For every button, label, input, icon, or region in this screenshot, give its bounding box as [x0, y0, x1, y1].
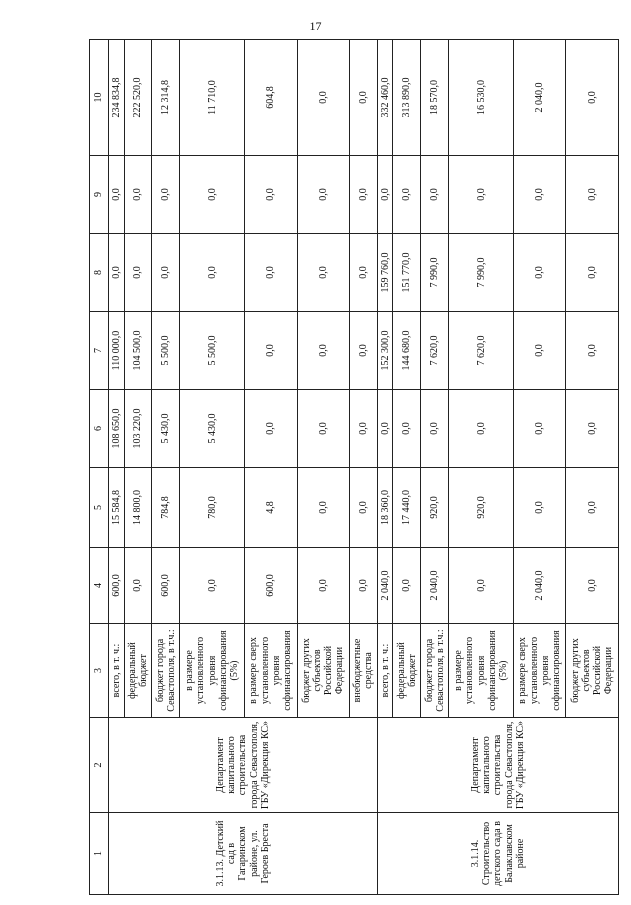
funding-source-cell: в размере установленного уровня софинансирования (5%): [180, 624, 245, 718]
funding-source-cell: федеральный бюджет: [124, 624, 152, 718]
header-row: [90, 40, 109, 895]
value-cell: 0,0: [350, 390, 378, 468]
value-cell: 15 584,8: [109, 468, 125, 548]
rotated-table-frame: [89, 40, 619, 895]
value-cell: 151 770,0: [393, 234, 421, 312]
value-cell: 604,8: [245, 40, 297, 156]
header-cell: 6: [90, 390, 109, 468]
header-cell: 4: [90, 548, 109, 624]
value-cell: 5 500,0: [152, 312, 180, 390]
value-cell: 0,0: [513, 234, 565, 312]
value-cell: 0,0: [124, 234, 152, 312]
value-cell: 0,0: [566, 312, 619, 390]
value-cell: 17 440,0: [393, 468, 421, 548]
value-cell: 108 650,0: [109, 390, 125, 468]
value-cell: 0,0: [350, 312, 378, 390]
value-cell: 0,0: [124, 156, 152, 234]
value-cell: 152 300,0: [377, 312, 393, 390]
value-cell: 0,0: [566, 548, 619, 624]
value-cell: 600,0: [109, 548, 125, 624]
header-cell: 5: [90, 468, 109, 548]
value-cell: 0,0: [245, 156, 297, 234]
value-cell: 0,0: [297, 40, 349, 156]
value-cell: 0,0: [566, 156, 619, 234]
funding-source-cell: бюджет других субъектов Российской Федерации: [566, 624, 619, 718]
budget-table: [89, 39, 619, 895]
funding-source-cell: всего, в т. ч.:: [377, 624, 393, 718]
value-cell: 0,0: [449, 548, 514, 624]
value-cell: 0,0: [377, 156, 393, 234]
funding-source-cell: федеральный бюджет: [393, 624, 421, 718]
value-cell: 0,0: [152, 156, 180, 234]
value-cell: 0,0: [350, 468, 378, 548]
header-cell: 9: [90, 156, 109, 234]
value-cell: 0,0: [297, 234, 349, 312]
value-cell: 0,0: [297, 548, 349, 624]
value-cell: 222 520,0: [124, 40, 152, 156]
value-cell: 332 460,0: [377, 40, 393, 156]
value-cell: 920,0: [421, 468, 449, 548]
value-cell: 0,0: [421, 156, 449, 234]
header-cell: 8: [90, 234, 109, 312]
value-cell: 0,0: [393, 156, 421, 234]
value-cell: 14 800,0: [124, 468, 152, 548]
value-cell: 784,8: [152, 468, 180, 548]
value-cell: 18 360,0: [377, 468, 393, 548]
value-cell: 7 620,0: [449, 312, 514, 390]
value-cell: 780,0: [180, 468, 245, 548]
value-cell: 12 314,8: [152, 40, 180, 156]
object-name-cell: 3.1.13. Детский сад в Гагаринском районе, ул. Героев Бреста: [109, 813, 378, 895]
funding-source-cell: бюджет города Севастополя, в т.ч.:: [421, 624, 449, 718]
value-cell: 0,0: [297, 390, 349, 468]
header-cell: 3: [90, 624, 109, 718]
value-cell: 0,0: [566, 468, 619, 548]
table-row: [377, 40, 393, 895]
value-cell: 0,0: [297, 156, 349, 234]
value-cell: 2 040,0: [377, 548, 393, 624]
header-cell: 10: [90, 40, 109, 156]
value-cell: 0,0: [421, 390, 449, 468]
value-cell: 0,0: [124, 548, 152, 624]
value-cell: 5 430,0: [180, 390, 245, 468]
header-cell: 1: [90, 813, 109, 895]
funding-source-cell: внебюджетные средства: [350, 624, 378, 718]
value-cell: 144 680,0: [393, 312, 421, 390]
page-number: 17: [309, 19, 322, 33]
value-cell: 0,0: [350, 40, 378, 156]
value-cell: 4,8: [245, 468, 297, 548]
object-name-cell: 3.1.14. Строительство детского сада в Балаклавском районе: [377, 813, 618, 895]
value-cell: 7 620,0: [421, 312, 449, 390]
value-cell: 5 430,0: [152, 390, 180, 468]
value-cell: 0,0: [566, 234, 619, 312]
table-row: [109, 40, 125, 895]
value-cell: 0,0: [109, 234, 125, 312]
value-cell: 159 760,0: [377, 234, 393, 312]
value-cell: 0,0: [513, 156, 565, 234]
value-cell: 0,0: [245, 234, 297, 312]
value-cell: 0,0: [377, 390, 393, 468]
value-cell: 234 834,8: [109, 40, 125, 156]
value-cell: 103 220,0: [124, 390, 152, 468]
value-cell: 2 040,0: [421, 548, 449, 624]
value-cell: 0,0: [152, 234, 180, 312]
value-cell: 5 500,0: [180, 312, 245, 390]
value-cell: 313 890,0: [393, 40, 421, 156]
value-cell: 0,0: [513, 312, 565, 390]
executor-cell: Департамент капитального строительства города Севастополя, ГБУ «Дирекция КС»: [109, 718, 378, 813]
value-cell: 0,0: [180, 234, 245, 312]
value-cell: 0,0: [393, 548, 421, 624]
value-cell: 0,0: [350, 548, 378, 624]
value-cell: 0,0: [109, 156, 125, 234]
value-cell: 0,0: [180, 156, 245, 234]
value-cell: 16 530,0: [449, 40, 514, 156]
funding-source-cell: в размере установленного уровня софинансирования (5%): [449, 624, 514, 718]
value-cell: 0,0: [513, 390, 565, 468]
value-cell: 600,0: [152, 548, 180, 624]
value-cell: 11 710,0: [180, 40, 245, 156]
funding-source-cell: в размере сверх установленного уровня софинансирования: [513, 624, 565, 718]
value-cell: 920,0: [449, 468, 514, 548]
value-cell: 0,0: [245, 312, 297, 390]
executor-cell: Департамент капитального строительства города Севастополя, ГБУ «Дирекция КС»: [377, 718, 618, 813]
value-cell: 0,0: [513, 468, 565, 548]
funding-source-cell: бюджет города Севастополя, в т.ч.:: [152, 624, 180, 718]
funding-source-cell: всего, в т. ч.:: [109, 624, 125, 718]
value-cell: 600,0: [245, 548, 297, 624]
budget-table-wrapper: [89, 40, 619, 895]
value-cell: 18 570,0: [421, 40, 449, 156]
value-cell: 0,0: [393, 390, 421, 468]
value-cell: 2 040,0: [513, 40, 565, 156]
value-cell: 0,0: [245, 390, 297, 468]
funding-source-cell: в размере сверх установленного уровня софинансирования: [245, 624, 297, 718]
value-cell: 7 990,0: [449, 234, 514, 312]
table-body: [90, 40, 619, 895]
value-cell: 104 500,0: [124, 312, 152, 390]
value-cell: 7 990,0: [421, 234, 449, 312]
value-cell: 0,0: [449, 156, 514, 234]
value-cell: 0,0: [297, 468, 349, 548]
header-cell: 2: [90, 718, 109, 813]
value-cell: 0,0: [449, 390, 514, 468]
value-cell: 0,0: [180, 548, 245, 624]
value-cell: 0,0: [350, 156, 378, 234]
header-cell: 7: [90, 312, 109, 390]
value-cell: 0,0: [297, 312, 349, 390]
value-cell: 110 000,0: [109, 312, 125, 390]
funding-source-cell: бюджет других субъектов Российской Федерации: [297, 624, 349, 718]
value-cell: 0,0: [566, 40, 619, 156]
value-cell: 0,0: [350, 234, 378, 312]
value-cell: 2 040,0: [513, 548, 565, 624]
value-cell: 0,0: [566, 390, 619, 468]
